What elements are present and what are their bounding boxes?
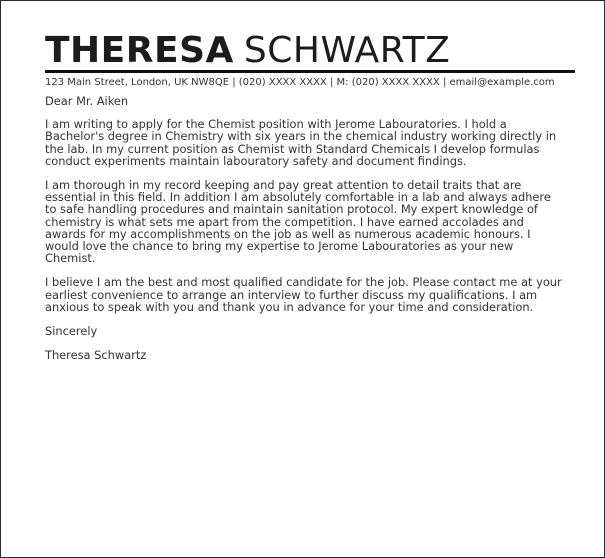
- body-paragraph-1: I am writing to apply for the Chemist position with Jerome Labouratories. I hold a Bachelor's degree in Chemistry with six years in the chemical industry working directly in the lab. In my current position as Chemist with Standard Chemicals I develop formulas conduct experiments maintain labouratory safety and document findings.: [45, 117, 557, 168]
- body-paragraph-3: I believe I am the best and most qualified candidate for the job. Please contact me at your earliest convenience to arrange an interview to further discuss my qualifications. I am anxious to speak with you and thank you in advance for your time and consideration.: [45, 275, 562, 314]
- letter-header: [45, 32, 575, 89]
- salutation: Dear Mr. Aiken: [45, 94, 129, 108]
- sender-first-name: THERESA: [45, 30, 234, 71]
- letter-body: [45, 95, 565, 373]
- sender-name: [45, 32, 575, 70]
- closing: Sincerely: [45, 324, 98, 339]
- contact-info: 123 Main Street, London, UK NW8QE | (020) XXXX XXXX | M: (020) XXXX XXXX | email@example.com: [45, 77, 555, 88]
- sender-last-name: SCHWARTZ: [243, 30, 451, 71]
- signature-name: Theresa Schwartz: [45, 348, 147, 363]
- body-paragraph-2: I am thorough in my record keeping and pay great attention to detail traits that are essential in this field. In addition I am absolutely comfortable in a lab and always adhere to safe handling procedures and maintain sanitation protocol. My expert knowledge of chemistry is what sets me apart from the competition. I have earned accolades and awards for my accomplishments on the job as well as numerous academic honours. I would love the chance to bring my expertise to Jerome Labouratories as your new Chemist.: [45, 178, 551, 266]
